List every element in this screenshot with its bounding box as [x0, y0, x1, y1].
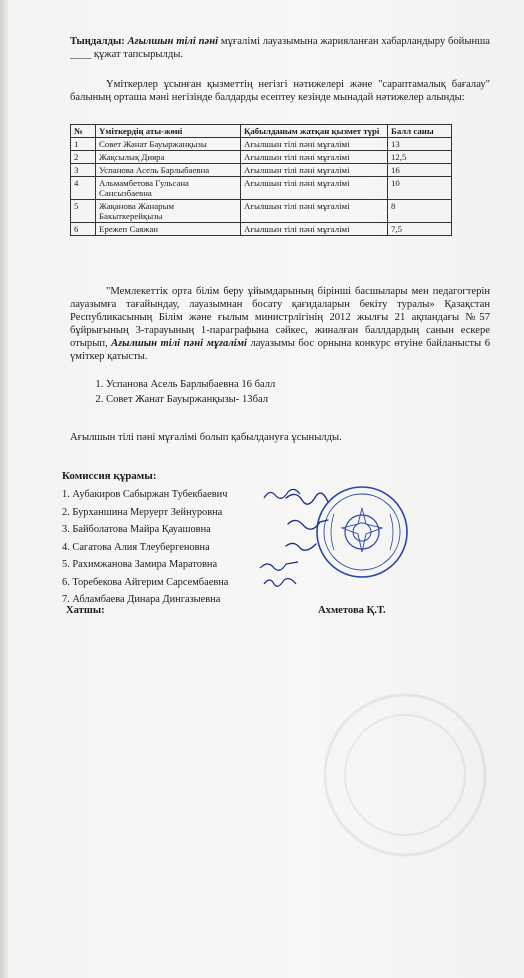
secretary-label: Хатшы: [66, 605, 105, 616]
row-score: 7,5 [388, 223, 452, 236]
signature-icon [262, 574, 298, 590]
row-position: Ағылшын тілі пәні мұғалімі [241, 151, 388, 164]
table-row [71, 164, 452, 177]
row-position: Ағылшын тілі пәні мұғалімі [241, 177, 388, 200]
row-score: 12,5 [388, 151, 452, 164]
row-score: 10 [388, 177, 452, 200]
row-name: Жақсылық Дияра [96, 151, 241, 164]
row-position: Ағылшын тілі пәні мұғалімі [241, 164, 388, 177]
header-name: Үміткердің аты-жөні [96, 125, 241, 138]
row-name: Жақанова Жанарым Бакыткерейқызы [96, 200, 241, 223]
row-number: 2 [71, 151, 96, 164]
row-position: Ағылшын тілі пәні мұғалімі [241, 200, 388, 223]
scoring-note: Үміткерлер ұсынған қызметтің негізгі нәтижелері және "сараптамалық бағалау" балының орташа мәні негізінде балдарды есептеу кезінде мынадай нәтижелер алынды: [70, 79, 490, 103]
row-number: 5 [71, 200, 96, 223]
member-item: 7. Абламбаева Динара Дингазыевна [62, 594, 221, 605]
member-item: 3. Байболатова Майра Қауашовна [62, 524, 211, 535]
table-row [71, 138, 452, 151]
rules-tail: лауазымы бос орнына конкурс өтуіне байланысты 6 үміткер қатысты. [70, 338, 490, 362]
scan-edge-shadow [0, 0, 8, 978]
rules-text: "Мемлекеттік орта білім беру ұйымдарының бірінші басшылары мен педагогтерін лауазымға тағайындау, лауазымнан босату қағидаларын бекіту туралы» Қазақстан Республикасының Білім және ғылым министрлігінің 2012 жылғы 21 ақпандағы №57 бұйрығының 3-тарауының 1-параграфына сәйкес, жиналған баллдардың санын ескере отырып, [70, 286, 490, 349]
table-row [71, 151, 452, 164]
member-item: 4. Сагатова Алия Тлеубергеновна [62, 541, 210, 553]
header-number: № [71, 125, 96, 138]
row-number: 1 [71, 138, 96, 151]
table-row [71, 200, 452, 223]
row-number: 4 [71, 177, 96, 200]
header-position: Қабылданым жатқан қызмет түрі [241, 125, 388, 138]
signature-icon [262, 486, 302, 502]
secretary-name: Ахметова Қ.Т. [318, 605, 386, 616]
accepted-statement: Ағылшын тілі пәні мұғалімі болып қабылдануға ұсынылды. [70, 432, 342, 443]
winners-list [88, 377, 275, 407]
member-item: 5. Рахимжанова Замира Маратовна [62, 559, 218, 570]
member-item: 6. Торебекова Айгерим Сарсембаевна [62, 576, 229, 588]
header-score: Балл саны [388, 125, 452, 138]
table-row [71, 223, 452, 236]
row-score: 16 [388, 164, 452, 177]
row-name: Альмамбетова Гульсана Сансызбаевна [96, 177, 241, 200]
row-name: Успанова Асель Барлыбаевна [96, 164, 241, 177]
row-score: 13 [388, 138, 452, 151]
winner-item: 2. Совет Жанат Бауыржанқызы- 13бал [106, 392, 275, 407]
row-number: 6 [71, 223, 96, 236]
intro-label: Тыңдалды: [70, 36, 125, 47]
row-name: Совет Жанат Бауыржанқызы [96, 138, 241, 151]
faint-seal-watermark-icon [320, 690, 490, 860]
rules-paragraph [70, 285, 490, 363]
intro-subject: Ағылшын тілі пәні [127, 36, 219, 47]
row-position: Ағылшын тілі пәні мұғалімі [241, 138, 388, 151]
member-item: 2. Бурханшина Меруерт Зейнуровна [62, 506, 223, 518]
results-table [70, 124, 452, 236]
signature-icon [258, 556, 302, 574]
table-row [71, 177, 452, 200]
intro-paragraph [70, 35, 490, 61]
member-item: 1. Аубакиров Сабыржан Тубекбаевич [62, 489, 228, 500]
table-header-row [71, 125, 452, 138]
intro-text: мұғалімі лауазымына жарияланған хабарландыру бойынша ____ құжат тапсырылды. [70, 36, 490, 60]
winner-item: 1. Успанова Асель Барлыбаевна 16 балл [106, 377, 275, 392]
commission-members [62, 486, 228, 609]
row-number: 3 [71, 164, 96, 177]
rules-subject: Ағылшын тілі пәні мұғалімі [111, 338, 247, 349]
row-score: 8 [388, 200, 452, 223]
commission-title: Комиссия құрамы: [62, 470, 157, 482]
row-name: Ережеп Саяжан [96, 223, 241, 236]
row-position: Ағылшын тілі пәні мұғалімі [241, 223, 388, 236]
